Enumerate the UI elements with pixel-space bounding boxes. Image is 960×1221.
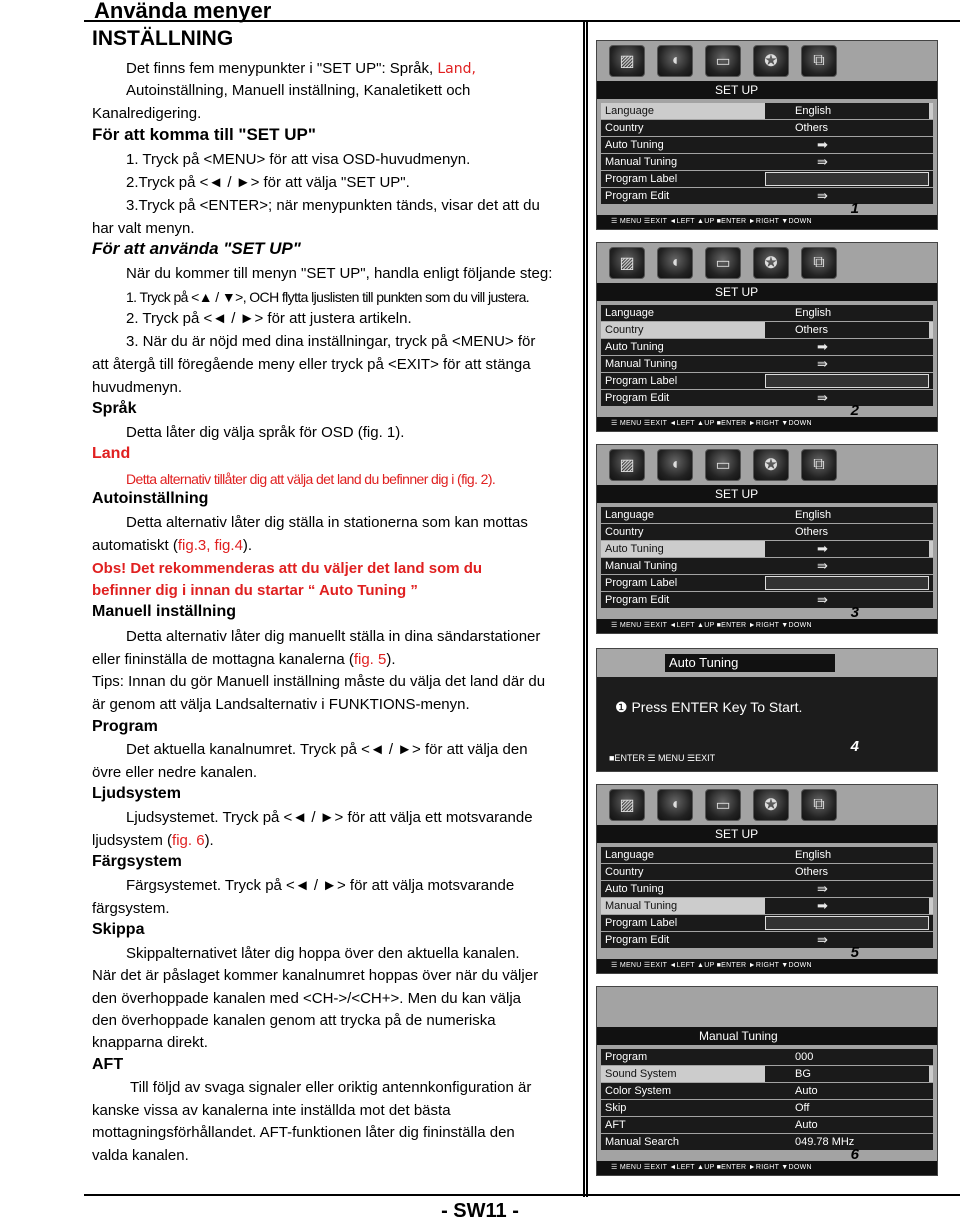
subheading-skippa: Skippa bbox=[92, 921, 145, 938]
osd-row-aft: AFT Auto bbox=[601, 1117, 933, 1133]
osd-row-color-system: Color System Auto bbox=[601, 1083, 933, 1099]
step-line: 2. Tryck på <◄ / ►> för att justera artikeln. bbox=[126, 310, 412, 327]
subheading-anvanda: För att använda "SET UP" bbox=[92, 239, 301, 258]
setup-screenshot-5 bbox=[596, 784, 938, 974]
body-line: eller fininställa de mottagna kanalerna (fig. 5). bbox=[92, 651, 396, 668]
step-line: När du kommer till menyn "SET UP", handla enligt följande steg: bbox=[126, 265, 553, 282]
speaker-icon: ◖ bbox=[657, 45, 693, 77]
figure-number: 5 bbox=[850, 944, 859, 961]
subheading-komma: För att komma till "SET UP" bbox=[92, 125, 316, 144]
enter-arrow-icon: ⇛ bbox=[765, 390, 929, 406]
body-line: Detta alternativ låter dig ställa in stationerna som kan mottas bbox=[126, 514, 528, 531]
osd-row-country: Country Others bbox=[601, 120, 933, 136]
osd-icon-row bbox=[609, 449, 837, 483]
step-line: 2.Tryck på <◄ / ►> för att välja "SET UP". bbox=[126, 174, 410, 191]
intro-line: Autoinställning, Manuell inställning, Kanaletikett och bbox=[126, 82, 471, 99]
footer-rule bbox=[84, 1194, 960, 1196]
section-heading: INSTÄLLNING bbox=[92, 27, 234, 50]
body-line: Detta alternativ tillåter dig att välja det land du befinner dig i (fig. 2). bbox=[126, 471, 496, 487]
osd-row-country: Country Others bbox=[601, 524, 933, 540]
osd-key-hints: ☰ MENU ☰EXIT ◄LEFT ▲UP ■ENTER ►RIGHT ▼DOWN bbox=[597, 1161, 937, 1175]
speaker-icon: ◖ bbox=[657, 789, 693, 821]
osd-row-program-edit: Program Edit ⇛ bbox=[601, 592, 933, 608]
step-line: 3.Tryck på <ENTER>; när menypunkten tänds, visar det att du bbox=[126, 197, 540, 214]
note-line: Obs! Det rekommenderas att du väljer det land som du bbox=[92, 560, 483, 577]
body-line: den överhoppade kanalen med <CH->/<CH+>. Men du kan välja bbox=[92, 990, 522, 1007]
subheading-sprak: Språk bbox=[92, 400, 137, 417]
picture-icon: ▨ bbox=[609, 45, 645, 77]
subheading-farg: Färgsystem bbox=[92, 853, 182, 870]
osd-row-skip: Skip Off bbox=[601, 1100, 933, 1116]
page-title: Använda menyer bbox=[94, 0, 272, 23]
step-line: att återgå till föregående meny eller tryck på <EXIT> för att stänga bbox=[92, 356, 531, 373]
monitor-icon: ▭ bbox=[705, 45, 741, 77]
body-line: valda kanalen. bbox=[92, 1147, 189, 1164]
pip-icon: ⧉ bbox=[801, 789, 837, 821]
monitor-icon: ▭ bbox=[705, 449, 741, 481]
osd-row-manual-search: Manual Search 049.78 MHz bbox=[601, 1134, 933, 1150]
osd-row-country: Country Others bbox=[601, 322, 933, 338]
osd-row-program-label: Program Label bbox=[601, 373, 933, 389]
enter-arrow-icon: ➡ bbox=[765, 898, 929, 914]
osd-row-manual-tuning: Manual Tuning ⇛ bbox=[601, 356, 933, 372]
tips-line: Tips: Innan du gör Manuell inställning måste du välja det land där du bbox=[92, 673, 546, 690]
osd-row-auto-tuning: Auto Tuning ⇛ bbox=[601, 881, 933, 897]
osd-menu bbox=[601, 305, 933, 407]
enter-arrow-icon: ⇛ bbox=[765, 356, 929, 372]
body-line: mottagningsförhållandet. AFT-funktionen låter dig fininställa den bbox=[92, 1124, 515, 1141]
step-line: 3. När du är nöjd med dina inställningar, tryck på <MENU> för bbox=[126, 333, 536, 350]
body-line: Skippalternativet låter dig hoppa över den aktuella kanalen. bbox=[126, 945, 520, 962]
body-line: automatiskt (fig.3, fig.4). bbox=[92, 537, 253, 554]
enter-arrow-icon: ➡ bbox=[765, 339, 929, 355]
enter-arrow-icon: ➡ bbox=[765, 541, 929, 557]
picture-icon: ▨ bbox=[609, 449, 645, 481]
osd-title: SET UP bbox=[597, 825, 937, 843]
osd-key-hints: ☰ MENU ☰EXIT ◄LEFT ▲UP ■ENTER ►RIGHT ▼DOWN bbox=[597, 417, 937, 431]
osd-row-program-edit: Program Edit ⇛ bbox=[601, 188, 933, 204]
speaker-icon: ◖ bbox=[657, 247, 693, 279]
subheading-manuell: Manuell inställning bbox=[92, 603, 237, 620]
body-line: Det aktuella kanalnumret. Tryck på <◄ / ►> för att välja den bbox=[126, 741, 528, 758]
note-line: befinner dig i innan du startar “ Auto Tuning ” bbox=[92, 582, 418, 599]
speaker-icon: ◖ bbox=[657, 449, 693, 481]
osd-row-program: Program 000 bbox=[601, 1049, 933, 1065]
figure-number: 1 bbox=[850, 200, 859, 217]
subheading-aft: AFT bbox=[92, 1056, 124, 1073]
step-line: 1. Tryck på <MENU> för att visa OSD-huvudmenyn. bbox=[126, 151, 471, 168]
step-line: har valt menyn. bbox=[92, 220, 195, 237]
subheading-ljud: Ljudsystem bbox=[92, 785, 181, 802]
osd-menu bbox=[601, 847, 933, 949]
osd-row-program-edit: Program Edit ⇛ bbox=[601, 932, 933, 948]
osd-title: Manual Tuning bbox=[597, 1027, 937, 1045]
enter-arrow-icon: ⇛ bbox=[765, 558, 929, 574]
osd-icon-row bbox=[609, 789, 837, 823]
subheading-program: Program bbox=[92, 718, 158, 735]
osd-row-auto-tuning: Auto Tuning ➡ bbox=[601, 339, 933, 355]
manual-tuning-screenshot bbox=[596, 986, 938, 1176]
body-line: knapparna direkt. bbox=[92, 1034, 208, 1051]
osd-row-country: Country Others bbox=[601, 864, 933, 880]
column-divider bbox=[583, 22, 588, 1197]
setup-icon: ✪ bbox=[753, 449, 789, 481]
pip-icon: ⧉ bbox=[801, 247, 837, 279]
page-number: - SW11 - bbox=[441, 1200, 519, 1221]
body-line: den överhoppade kanalen genom att trycka på de numeriska bbox=[92, 1012, 496, 1029]
osd-menu bbox=[601, 1049, 933, 1151]
osd-icon-row bbox=[609, 45, 837, 79]
body-line: När det är påslaget kommer kanalnumret hoppas över när du väljer bbox=[92, 967, 539, 984]
osd-row-manual-tuning: Manual Tuning ⇛ bbox=[601, 558, 933, 574]
figure-number: 2 bbox=[850, 402, 859, 419]
body-line: Färgsystemet. Tryck på <◄ / ►> för att välja motsvarande bbox=[126, 877, 515, 894]
osd-key-hints: ☰ MENU ☰EXIT ◄LEFT ▲UP ■ENTER ►RIGHT ▼DOWN bbox=[597, 619, 937, 633]
setup-screenshot-2 bbox=[596, 242, 938, 432]
enter-arrow-icon: ⇛ bbox=[765, 881, 929, 897]
setup-icon: ✪ bbox=[753, 247, 789, 279]
osd-row-auto-tuning: Auto Tuning ➡ bbox=[601, 137, 933, 153]
osd-row-auto-tuning: Auto Tuning ➡ bbox=[601, 541, 933, 557]
auto-tuning-titlebar: Auto Tuning bbox=[597, 649, 937, 677]
picture-icon: ▨ bbox=[609, 789, 645, 821]
figure-number: 6 bbox=[850, 1146, 859, 1163]
osd-icon-row bbox=[609, 247, 837, 281]
intro-line: Det finns fem menypunkter i "SET UP": Språk, Land, bbox=[126, 60, 476, 77]
tips-line: är genom att välja Landsalternativ i FUNKTIONS-menyn. bbox=[92, 696, 470, 713]
osd-row-program-edit: Program Edit ⇛ bbox=[601, 390, 933, 406]
osd-row-language: Language English bbox=[601, 305, 933, 321]
pip-icon: ⧉ bbox=[801, 45, 837, 77]
monitor-icon: ▭ bbox=[705, 789, 741, 821]
body-line: färgsystem. bbox=[92, 900, 170, 917]
auto-tuning-message: ❶ Press ENTER Key To Start. bbox=[615, 699, 803, 715]
body-line: Detta låter dig välja språk för OSD (fig. 1). bbox=[126, 424, 405, 441]
body-line: övre eller nedre kanalen. bbox=[92, 764, 258, 781]
osd-menu bbox=[601, 103, 933, 205]
enter-arrow-icon: ⇛ bbox=[765, 592, 929, 608]
enter-arrow-icon: ⇛ bbox=[765, 188, 929, 204]
osd-row-language: Language English bbox=[601, 103, 933, 119]
setup-screenshot-3 bbox=[596, 444, 938, 634]
osd-menu bbox=[601, 507, 933, 609]
osd-key-hints: ■ENTER ☰ MENU ☰EXIT bbox=[609, 753, 716, 763]
auto-tuning-screenshot bbox=[596, 648, 938, 772]
osd-row-sound-system: Sound System BG bbox=[601, 1066, 933, 1082]
osd-key-hints: ☰ MENU ☰EXIT ◄LEFT ▲UP ■ENTER ►RIGHT ▼DOWN bbox=[597, 959, 937, 973]
enter-arrow-icon: ➡ bbox=[765, 137, 929, 153]
body-line: ljudsystem (fig. 6). bbox=[92, 832, 214, 849]
osd-title: SET UP bbox=[597, 81, 937, 99]
osd-row-language: Language English bbox=[601, 847, 933, 863]
figure-number: 4 bbox=[850, 738, 859, 755]
picture-icon: ▨ bbox=[609, 247, 645, 279]
body-line: Ljudsystemet. Tryck på <◄ / ►> för att välja ett motsvarande bbox=[126, 809, 533, 826]
subheading-auto: Autoinställning bbox=[92, 490, 209, 507]
osd-row-manual-tuning: Manual Tuning ⇛ bbox=[601, 154, 933, 170]
osd-key-hints: ☰ MENU ☰EXIT ◄LEFT ▲UP ■ENTER ►RIGHT ▼DOWN bbox=[597, 215, 937, 229]
setup-screenshot-1 bbox=[596, 40, 938, 230]
body-line: Detta alternativ låter dig manuellt ställa in dina sändarstationer bbox=[126, 628, 541, 645]
figure-number: 3 bbox=[850, 604, 859, 621]
body-line: Till följd av svaga signaler eller oriktig antennkonfiguration är bbox=[130, 1079, 532, 1096]
enter-arrow-icon: ⇛ bbox=[765, 154, 929, 170]
enter-arrow-icon: ⇛ bbox=[765, 932, 929, 948]
setup-icon: ✪ bbox=[753, 45, 789, 77]
setup-icon: ✪ bbox=[753, 789, 789, 821]
intro-line: Kanalredigering. bbox=[92, 105, 202, 122]
step-line: 1. Tryck på <▲ / ▼>, OCH flytta ljuslisten till punkten som du vill justera. bbox=[126, 289, 530, 305]
pip-icon: ⧉ bbox=[801, 449, 837, 481]
osd-row-language: Language English bbox=[601, 507, 933, 523]
monitor-icon: ▭ bbox=[705, 247, 741, 279]
osd-row-program-label: Program Label bbox=[601, 171, 933, 187]
page-header bbox=[84, 0, 960, 22]
body-line: kanske vissa av kanalerna inte inställda mot det bästa bbox=[92, 1102, 451, 1119]
osd-row-program-label: Program Label bbox=[601, 915, 933, 931]
osd-title: SET UP bbox=[597, 485, 937, 503]
step-line: huvudmenyn. bbox=[92, 379, 183, 396]
subheading-land: Land bbox=[92, 445, 131, 462]
osd-row-manual-tuning: Manual Tuning ➡ bbox=[601, 898, 933, 914]
osd-title: SET UP bbox=[597, 283, 937, 301]
osd-row-program-label: Program Label bbox=[601, 575, 933, 591]
